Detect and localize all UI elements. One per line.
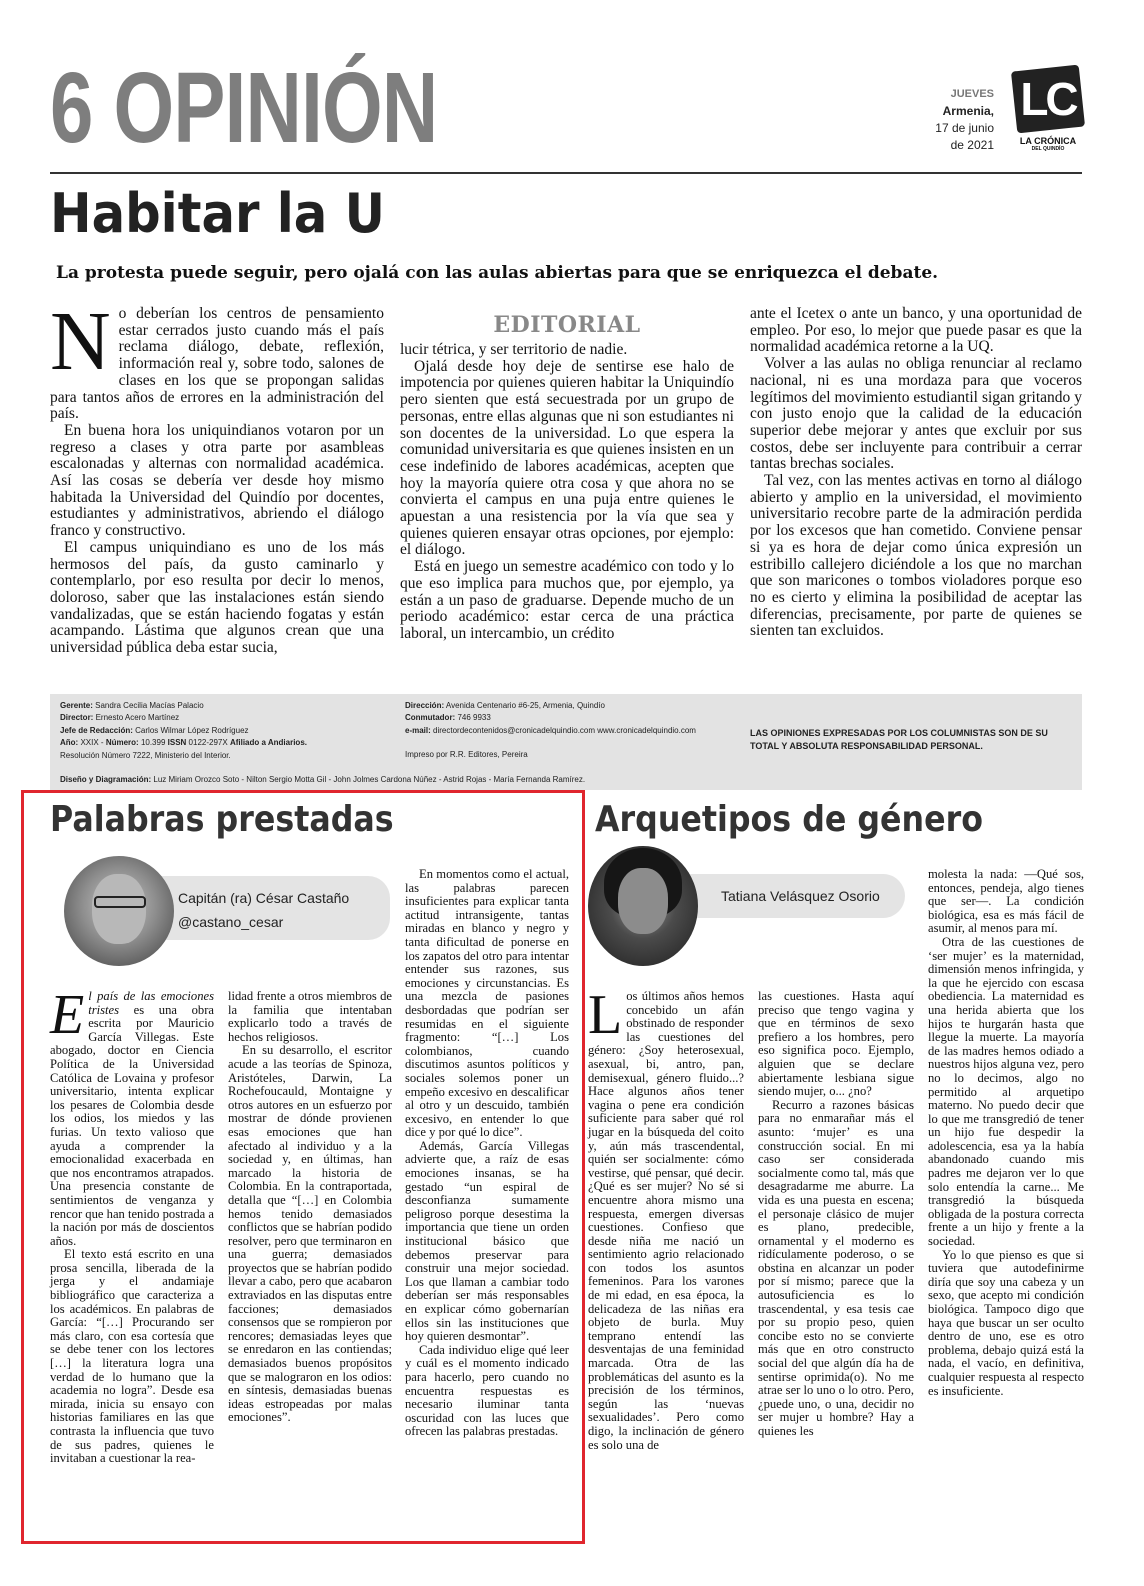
editorial-paragraph: Ojalá desde hoy deje de sentirse ese halo de impotencia por quienes quieren habitar la Uniquindío pero sienten que está secuestrada por un grupo de personas, entre ellas algunas que ni son estudiantes ni son docentes de la universidad. Lo que espera la comunidad universitaria es que quienes insisten en un cese indefinido de labores académicas, acepten que hoy la mayoría quiere otra cosa y que ahora no se convierta el campus en una puja entre quienes le apuestan a una resistencia por la vía que sea y quienes quieren ensayar otras opciones, por ejemplo: el diálogo.	[400, 357, 734, 559]
credit-value: Avenida Centenario #6-25, Armenia, Quindío	[445, 701, 605, 710]
dateline-date: 17 de junio	[935, 121, 994, 135]
column-paragraph	[588, 984, 744, 1452]
credit-label: ISSN	[167, 738, 187, 748]
credit-value: Ernesto Acero Martínez	[95, 713, 180, 723]
credit-line	[60, 725, 400, 737]
credit-line	[405, 712, 745, 724]
credit-line	[405, 725, 745, 737]
credit-value: XXIX -	[80, 738, 104, 748]
credit-label: Dirección:	[405, 701, 445, 710]
editorial-dropcap: N	[50, 295, 111, 388]
editorial-deck: La protesta puede seguir, pero ojalá con las aulas abiertas para que se enriquezca el debate.	[56, 263, 939, 283]
column-right-text-2	[758, 990, 914, 1439]
column-paragraph: Cada individuo elige qué leer y cuál es el momento indicado para hacerlo, pero cuando no encuentra respuestas es necesario iluminar tanta oscuridad con las luces que ofrecen las palabras prestadas.	[405, 1342, 569, 1439]
author-name: Tatiana Velásquez Osorio	[721, 888, 880, 904]
column-left-text-2	[228, 990, 392, 1425]
author-photo-left	[64, 856, 174, 966]
credit-label: Gerente:	[60, 701, 93, 710]
column-paragraph: En momentos como el actual, las palabras parecen insuficientes para explicar tanta actitud intransigente, tantas miradas en blanco y negro y tanta dificultad de ponerse en los zapatos del otro para intentar entender sus razones, sus emociones y circunstancias. Es una mezcla de pasiones desbordadas que podrían ser resumidas en el siguiente fragmento: “[…] Los colombianos, cuando discutimos asuntos políticos y sociales solemos poner un empeño excesivo en descalificar al otro y un descuido, también excesivo, en entender lo que dice y por qué lo dice”.	[405, 867, 570, 1140]
opinion-disclaimer: LAS OPINIONES EXPRESADAS POR LOS COLUMNISTAS SON DE SU TOTAL Y ABSOLUTA RESPONSABILIDAD PERSONAL.	[750, 728, 1048, 751]
column-paragraph: Recurro a razones básicas para no enmarañar más el asunto: ‘mujer’ es una construcción social. En mi caso ser considerada socialmente como tal, más que desagradarme me aburre. La vida es una puesta en escena; el personaje clásico de mujer es plano, predecible, ornamental y el moderno es ridículamente poderoso, o se obstina en alcanzar un poder por sí mismo; parece que la autosuficiencia es lo trascendental, y esa tesis cae por su propio peso, quien concibe esto no se convierte más que en otro constructo social del que algún día ha de sentirse oprimida(o). No me atrae ser lo uno o lo otro. Pero, ¿puede uno, o una, decidir no ser mujer u hombre? Hay a quienes les	[758, 1097, 914, 1438]
staff-credits-box	[50, 694, 1082, 790]
credit-value: 0122-297X	[188, 738, 228, 748]
credit-resolution: Resolución Número 7222, Ministerio del Interior.	[60, 750, 231, 760]
credit-label: e-mail:	[405, 725, 431, 735]
credit-design	[60, 774, 585, 786]
credit-value: Luz Miriam Orozco Soto - Nilton Sergio Motta Gil - John Jolmes Cardona Núñez - Astrid Rojas - María Fernanda Ramírez.	[153, 775, 586, 784]
credit-value: 746 9933	[457, 713, 491, 723]
editorial-paragraph	[50, 295, 384, 423]
column-paragraph: las cuestiones. Hasta aquí preciso que tengo vagina y que en términos de sexo prefiero a los hombres, pero eso significa poco. Ejemplo, alguien que se declare abiertamente lesbiana sigue siendo mujer, o... ¿no?	[758, 989, 914, 1099]
editorial-paragraph: Volver a las aulas no obliga renunciar al reclamo nacional, ni es una mordaza para que voceros legítimos del movimiento estudiantil sigan gritando y con justo enojo que la calidad de la educación superior debe mejorar y antes que excluir por sus costos, debe ser incluyente para contribuir a cerrar tantas brechas sociales.	[750, 355, 1082, 473]
author-photo-right	[588, 846, 698, 966]
editorial-paragraph: El campus uniquindiano es uno de los más hermosos del país, da gusto caminarlo y contemplarlo, por eso resulta por decir lo menos, doloroso, saber que las instalaciones están siendo vandalizadas, que se están haciendo fogatas y están acampando. Lástima que algunos crean que una universidad pública deba estar sucia,	[50, 538, 384, 657]
editorial-paragraph: lucir tétrica, y ser territorio de nadie.	[400, 341, 628, 358]
credit-label: Año:	[60, 738, 79, 748]
credit-value: Sandra Cecilia Macías Palacio	[95, 701, 204, 710]
face-shape	[618, 868, 668, 934]
column-paragraph: Además, García Villegas advierte que, a raíz de esas emociones insanas, se ha gestado “un espiral de desconfianza sumamente peligroso porque desestima la importancia que tiene un orden institucional básico que debemos preservar para construir una mejor sociedad. Los que llaman a cambiar todo deberían ser más responsables en explicar cómo gobernarían ellos sin las instituciones que hoy quieren desmontar”.	[405, 1138, 569, 1344]
editorial-column-3	[750, 306, 1082, 640]
column-left-text-3	[405, 868, 569, 1439]
credit-label: Diseño y Diagramación:	[60, 775, 152, 784]
editorial-label: EDITORIAL	[493, 312, 641, 338]
credit-value: directordecontenidos@cronicadelquindio.com www.cronicadelquindio.com	[433, 725, 696, 735]
masthead-rule	[50, 172, 1082, 174]
credit-line-issue	[60, 737, 400, 749]
editorial-paragraph: Está en juego un semestre académico con todo y lo que eso implica para muchos que, por ejemplo, ya están a un paso de graduarse. Depende mucho de un periodo académico: estar cerca de una práctica laboral, un intercambio, un crédito	[400, 558, 734, 642]
logo-mark: LC	[1020, 73, 1076, 125]
paragraph-text: os últimos años hemos concebido un afán obstinado de responder las cuestiones del género: ¿Soy heterosexual, asexual, bi, antro, pan, demisexual, género fluido...? Hace algunos años tener vagina o pene era condición suficiente para saber qué rol jugar en la búsqueda del coito y, aún más trascendental, quién ser socialmente: cómo vestirse, qué pensar, qué decir. ¿Qué es ser mujer? No sé si encuentre ahora mismo una respuesta, emergen diversas cuestiones. Confieso que desde niña me nació un sentimiento agrio relacionado con todos los asuntos femeninos. Para los varones de mi edad, en esa época, la delicadeza de las niñas era objeto de burla. Muy temprano entendí las desventajas de una feminidad marcada. Otra de las problemáticas del asunto es la precisión de los términos, según las ‘nuevas sexualidades’. Pero como digo, la inclinación de género es solo una de	[588, 989, 744, 1452]
newspaper-logo	[1012, 66, 1084, 162]
logo-name: LA CRÓNICA	[1019, 136, 1077, 146]
dateline-city: Armenia,	[942, 104, 994, 118]
editorial-column-1	[50, 295, 384, 657]
column-title-right: Arquetipos de género	[595, 799, 983, 840]
credits-contact	[405, 700, 745, 762]
column-paragraph: molesta la nada: —Qué sos, entonces, pendeja, algo tienes que ser—. La condición biológica, esa es más fácil de asumir, al menos para mí.	[928, 867, 1084, 936]
editorial-paragraph: Tal vez, con las mentes activas en torno al diálogo abierto y amplio en la universidad, el movimiento universitario recobre parte de la admiración perdida por los excesos que han cometido. Conviene pensar si ya es hora de dejar como única expresión un estribillo callejero diciéndole a los que no marchan que son maricones o tombos violadores porque eso no es cierto y elimina la posibilidad de aceptar las diferencias, precisamente, por parte de quienes se sienten tan excluidos.	[750, 472, 1082, 640]
column-paragraph: En su desarrollo, el escritor acude a las teorías de Spinoza, Aristóteles, Darwin, La Rochefoucauld, Montaigne y otros autores en un esfuerzo por mostrar de dónde provienen esas emociones que han afectado al individuo y a la sociedad y, en últimas, han marcado la historia de Colombia. En la contraportada, detalla que “[…] en Colombia hemos tenido demasiados conflictos que se habrían podido resolver, pero que terminaron en una guerra; demasiados proyectos que se habrían podido llevar a cabo, pero que acabaron extraviados en las disputas entre facciones; demasiados consensos que se rompieron por rencores; demasiadas leyes que se enredaron en las contiendas; demasiados buenos propósitos que se malograron en los odios: en síntesis, demasiadas buenas ideas estropeadas por malas emociones”.	[228, 1043, 392, 1425]
column-dropcap: E	[50, 984, 85, 1046]
credit-line	[405, 700, 745, 712]
author-handle: @castano_cesar	[178, 914, 284, 930]
editorial-paragraph: En buena hora los uniquindianos votaron por un regreso a clases y otra parte por asambleas escalonadas y alternas con normalidad académica. Así las cosas se debería ver desde hoy mismo habitada la Universidad del Quindío por docentes, estudiantes y administrativos, abriendo el diálogo franco y constructivo.	[50, 421, 384, 540]
editorial-paragraph: ante el Icetex o ante un banco, y una oportunidad de empleo. Por eso, lo mejor que puede pasar es que la normalidad académica retorne a la UQ.	[750, 305, 1082, 356]
credit-affiliate: Afiliado a Andiarios.	[229, 738, 307, 748]
dateline-year: de 2021	[950, 138, 994, 152]
credit-label: Director:	[60, 713, 94, 723]
column-paragraph: Otra de las cuestiones de ‘ser mujer’ es la maternidad, dimensión menos infringida, y la que he ejercido con escasa obediencia. La maternidad es una herida abierta que los hijos te hurgarán hasta que llegue la muerte. La mayoría de las madres hemos odiado a nuestros hijos alguna vez, pero no lo decimos, algo no permitido al arquetipo materno. No puedo decir que lo que me transgredió de tener un hijo fue despedir la adolescencia, esa ya la había abandonado cuando mis padres me dejaron ver lo que solo entendía la carne... Me transgredió la búsqueda obligada de la postura correcta frente a un hijo y frente a la sociedad.	[928, 934, 1084, 1249]
column-left-text-1	[50, 984, 215, 1466]
editorial-headline: Habitar la U	[50, 182, 385, 245]
paragraph-text: o deberían los centros de pensamiento estar cerrados justo cuando más el país reclama diálogo, debate, reflexión, información real y, sobre todo, salones de clases en los que se propongan salidas para tantos años de errores en la administración del país.	[50, 305, 384, 423]
dateline-day: JUEVES	[950, 88, 994, 100]
face-shape	[92, 874, 146, 944]
section-title: 6 OPINIÓN	[50, 52, 438, 164]
author-name: Capitán (ra) César Castaño	[178, 890, 350, 906]
column-right-text-1	[588, 984, 744, 1452]
credits-staff	[60, 700, 400, 762]
credit-label: Jefe de Redacción:	[60, 725, 133, 735]
column-paragraph: El texto está escrito en una prosa sencilla, liberada de la jerga y el andamiaje bibliográfico que caracteriza a los académicos. En palabras de García: “[…] Procurando ser más claro, con esa cortesía que se debe tener con los lectores […] la literatura logra una verdad de lo humano que la academia no logra”. Desde esa mirada, inicia su ensayo con historias familiares en las que contrasta la influencia que tuvo de sus padres, quienes le invitaban a cuestionar la rea-	[50, 1247, 214, 1466]
paragraph-text: es una obra escrita por Mauricio García Villegas. Este abogado, doctor en Ciencia Política de la Universidad Católica de Lovaina y profesor universitario, intenta explicar los pesares de Colombia desde los odios, los miedos y las furias. Un texto valioso que ayuda a comprender la emocionalidad exacerbada en que nos encontramos atrapados. Una presencia constante de sentimientos de venganza y rencor que han tenido postrada a la nación por más de doscientos años.	[50, 1002, 215, 1248]
column-right-text-3	[928, 868, 1084, 1398]
credit-value: 10.399	[140, 738, 166, 748]
logo-subtitle: DEL QUINDÍO	[1031, 146, 1065, 152]
credit-line	[60, 712, 400, 724]
column-paragraph	[50, 984, 215, 1248]
glasses-shape	[94, 896, 146, 908]
column-dropcap: L	[588, 984, 623, 1046]
book-title: l país de las emociones tristes	[88, 989, 214, 1017]
credit-line	[60, 700, 400, 712]
dateline	[935, 86, 994, 154]
credit-value: Carlos Wilmar López Rodríguez	[135, 725, 249, 735]
credit-printer: Impreso por R.R. Editores, Pereira	[405, 750, 528, 760]
column-title-left: Palabras prestadas	[50, 799, 394, 840]
column-paragraph: lidad frente a otros miembros de la familia que intentaban explicarlo todo a través de hechos religiosos.	[228, 989, 392, 1044]
editorial-column-2	[400, 342, 734, 643]
column-paragraph: Yo lo que pienso es que si tuviera que autodefinirme diría que soy una cabeza y un sexo, que acepto mi condición biológica. Tampoco digo que haya que buscar un ser oculto dentro de uno, ese es otro problema, debajo quizá está la nada, el vacío, en definitiva, cualquier respuesta al respecto es insuficiente.	[928, 1247, 1084, 1398]
credit-label: Conmutador:	[405, 713, 456, 723]
credit-label: Número:	[105, 738, 139, 748]
